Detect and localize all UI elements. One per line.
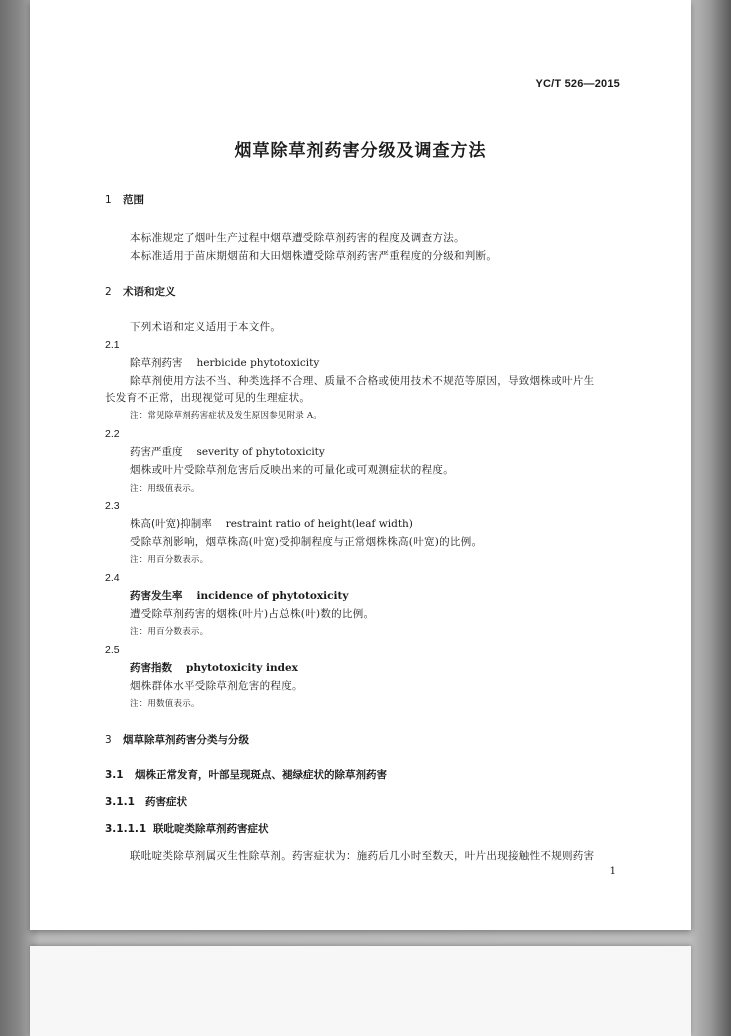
clause-number: 2.5 <box>105 644 120 656</box>
section-3-heading: 3 烟草除草剂药害分类与分级 <box>105 734 249 746</box>
term-definition: 除草剂使用方法不当、种类选择不合理、质量不合格或使用技术不规范等原因，导致烟株或叶片生 <box>130 375 595 387</box>
scope-paragraph-2: 本标准适用于苗床期烟苗和大田烟株遭受除草剂药害严重程度的分级和判断。 <box>130 250 498 262</box>
section-1-heading: 1 范围 <box>105 194 144 206</box>
term-definition: 受除草剂影响，烟草株高(叶宽)受抑制程度与正常烟株株高(叶宽)的比例。 <box>130 536 483 548</box>
term-heading: 除草剂药害 herbicide phytotoxicity <box>130 357 320 369</box>
term-definition: 长发育不正常，出现视觉可见的生理症状。 <box>105 392 311 404</box>
clause-number: 2.2 <box>105 428 120 440</box>
symptom-paragraph: 联吡啶类除草剂属灭生性除草剂。药害症状为：施药后几小时至数天，叶片出现接触性不规则药害 <box>130 850 595 862</box>
term-heading: 药害严重度 severity of phytotoxicity <box>130 446 325 458</box>
section-number: 1 <box>105 194 112 206</box>
term-definition: 烟株或叶片受除草剂危害后反映出来的可量化或可观测症状的程度。 <box>130 464 454 476</box>
term-note: 注：常见除草剂药害症状及发生原因参见附录 A。 <box>130 411 322 421</box>
term-note: 注：用百分数表示。 <box>130 627 209 637</box>
terms-intro: 下列术语和定义适用于本文件。 <box>130 321 282 333</box>
term-heading: 药害指数 phytotoxicity index <box>130 662 298 674</box>
subsection-3-1-heading: 3.1 烟株正常发育，叶部呈现斑点、褪绿症状的除草剂药害 <box>105 769 387 781</box>
term-note: 注：用百分数表示。 <box>130 555 209 565</box>
scope-paragraph-1: 本标准规定了烟叶生产过程中烟草遭受除草剂药害的程度及调查方法。 <box>130 232 465 244</box>
term-definition: 烟株群体水平受除草剂危害的程度。 <box>130 680 303 692</box>
next-page-preview <box>30 946 691 1036</box>
standard-code: YC/T 526—2015 <box>535 78 620 90</box>
clause-number: 2.4 <box>105 572 120 584</box>
term-note: 注：用级值表示。 <box>130 484 200 494</box>
document-title: 烟草除草剂药害分级及调查方法 <box>234 141 487 161</box>
clause-number: 2.1 <box>105 339 120 351</box>
subsection-3-1-1-1-heading: 3.1.1.1 联吡啶类除草剂药害症状 <box>105 823 269 835</box>
clause-number: 2.3 <box>105 500 120 512</box>
term-note: 注：用数值表示。 <box>130 699 200 709</box>
term-heading: 株高(叶宽)抑制率 restraint ratio of height(leaf width) <box>130 518 413 530</box>
term-definition: 遭受除草剂药害的烟株(叶片)占总株(叶)数的比例。 <box>130 608 375 620</box>
subsection-3-1-1-heading: 3.1.1 药害症状 <box>105 796 187 808</box>
document-page <box>30 0 691 930</box>
section-2-heading: 2 术语和定义 <box>105 286 176 298</box>
section-number: 2 <box>105 286 112 298</box>
section-number: 3 <box>105 734 112 746</box>
term-heading: 药害发生率 incidence of phytotoxicity <box>130 590 349 602</box>
page-number: 1 <box>609 866 616 877</box>
